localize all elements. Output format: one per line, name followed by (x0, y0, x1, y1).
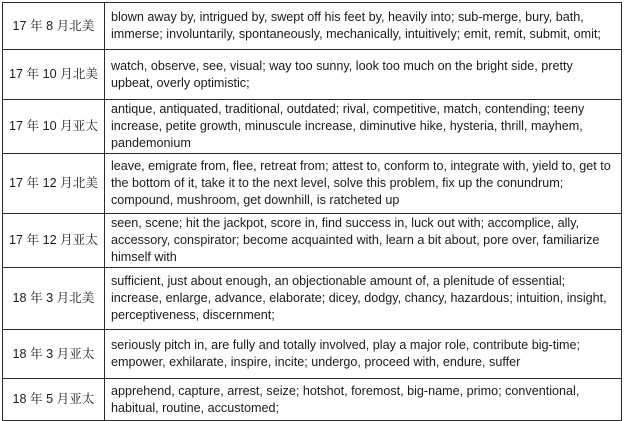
vocabulary-table (2, 2, 622, 421)
exam-date-cell: 17 年 8 月北美 (3, 3, 105, 50)
vocabulary-cell: blown away by, intrigued by, swept off his feet by, heavily into; sub-merge, bury, bath, immerse; involuntarily, spontaneously, mechanically, intuitively; emit, remit, submit, omit; (105, 3, 622, 50)
vocabulary-cell: watch, observe, see, visual; way too sunny, look too much on the bright side, pretty upbeat, overly optimistic; (105, 50, 622, 100)
table-row (3, 100, 622, 154)
exam-date-cell: 17 年 10 月亚太 (3, 100, 105, 154)
vocabulary-cell: seen, scene; hit the jackpot, score in, find success in, luck out with; accomplice, ally, accessory, conspirator; become acquainted with, learn a bit about, pore over, familiarize himself with (105, 214, 622, 268)
vocabulary-cell: apprehend, capture, arrest, seize; hotshot, foremost, big-name, primo; conventional, habitual, routine, accustomed; (105, 379, 622, 421)
vocabulary-cell: leave, emigrate from, flee, retreat from; attest to, conform to, integrate with, yield to, get to the bottom of it, take it to the next level, solve this problem, fix up the conundrum; compound, mushroom, get downhill, is ratcheted up (105, 154, 622, 214)
table-row (3, 154, 622, 214)
table-row (3, 268, 622, 330)
table-row (3, 379, 622, 421)
vocabulary-cell: antique, antiquated, traditional, outdated; rival, competitive, match, contending; teeny increase, petite growth, minuscule increase, diminutive hike, hysteria, thrill, mayhem, pandemonium (105, 100, 622, 154)
exam-date-cell: 18 年 5 月亚太 (3, 379, 105, 421)
vocabulary-cell: seriously pitch in, are fully and totally involved, play a major role, contribute big-time; empower, exhilarate, inspire, incite; undergo, proceed with, endure, suffer (105, 330, 622, 379)
exam-date-cell: 17 年 12 月北美 (3, 154, 105, 214)
exam-date-cell: 18 年 3 月北美 (3, 268, 105, 330)
table-row (3, 50, 622, 100)
table-row (3, 330, 622, 379)
exam-date-cell: 17 年 10 月北美 (3, 50, 105, 100)
exam-date-cell: 18 年 3 月亚太 (3, 330, 105, 379)
vocabulary-cell: sufficient, just about enough, an objectionable amount of, a plenitude of essential; increase, enlarge, advance, elaborate; dicey, dodgy, chancy, hazardous; intuition, insight, perceptiveness, discernment; (105, 268, 622, 330)
table-row (3, 214, 622, 268)
exam-date-cell: 17 年 12 月亚太 (3, 214, 105, 268)
table-row (3, 3, 622, 50)
